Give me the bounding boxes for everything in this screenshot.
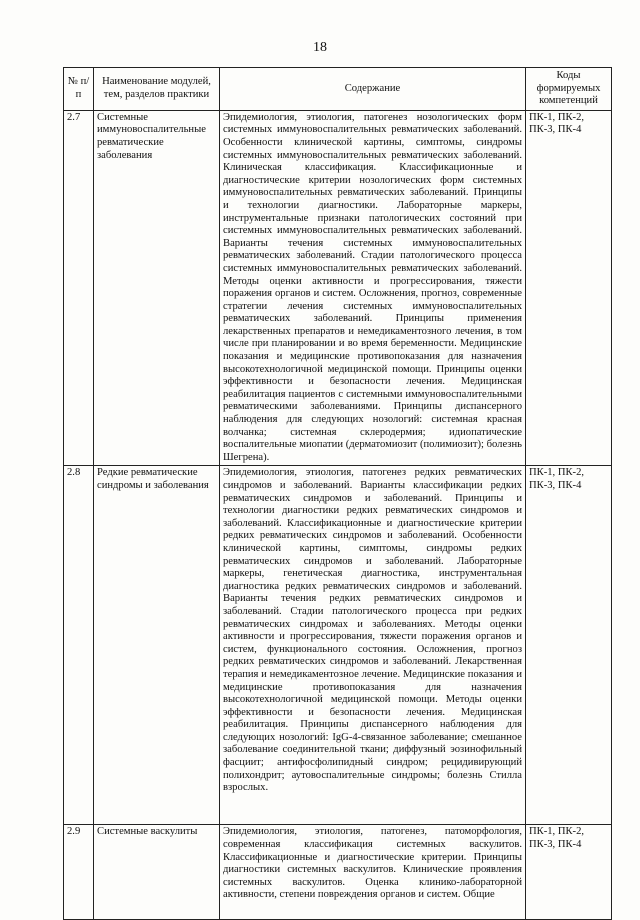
- competency-codes: ПК-1, ПК-2, ПК-3, ПК-4: [526, 110, 612, 466]
- page-number: 18: [313, 40, 327, 55]
- row-number: 2.7: [64, 110, 94, 466]
- header-competency-codes: Коды формируемых компетенций: [526, 68, 612, 111]
- header-module-name: Наименование модулей, тем, разделов практики: [94, 68, 220, 111]
- competency-codes: ПК-1, ПК-2, ПК-3, ПК-4: [526, 466, 612, 825]
- module-name: Системные васкулиты: [94, 825, 220, 920]
- curriculum-table: [63, 67, 612, 920]
- module-name: Системные иммуновоспалительные ревматические заболевания: [94, 110, 220, 466]
- competency-codes: ПК-1, ПК-2, ПК-3, ПК-4: [526, 825, 612, 920]
- header-number: № п/п: [64, 68, 94, 111]
- header-content: Содержание: [220, 68, 526, 111]
- module-name: Редкие ревматические синдромы и заболевания: [94, 466, 220, 825]
- row-number: 2.8: [64, 466, 94, 825]
- row-number: 2.9: [64, 825, 94, 920]
- table-row: [64, 110, 612, 466]
- table-row: [64, 466, 612, 825]
- table-row: [64, 825, 612, 920]
- module-content: Эпидемиология, этиология, патогенез редких ревматических синдромов и заболеваний. Варианты классификации редких ревматических синдромов и заболеваний. Принципы и технологии диагностики редких ревматических синдромов и заболеваний. Классификационные и диагностические критерии редких ревматических синдромов и заболеваний. Особенности клинической картины, симптомы, синдромы редких ревматических синдромов и заболеваний. Лабораторные маркеры, генетическая диагностика, инструментальная диагностика редких ревматических синдромов и заболеваний. Варианты течения редких ревматических синдромов и заболеваний. Стадии патологического процесса при редких ревматических синдромах и заболеваниях. Методы оценки активности и прогрессирования, тяжести поражения органов и систем, функционального состояния. Осложнения, прогноз редких ревматических синдромов и заболеваний. Лекарственная терапия и немедикаментозное лечение. Медицинские показания и медицинские противопоказания для назначения высокотехнологичной медицинской помощи. Методы оценки эффективности и безопасности лечения. Медицинская реабилитация. Принципы диспансерного наблюдения для следующих нозологий: IgG-4-связанное заболевание; смешанное заболевание соединительной ткани; диффузный эозинофильный фасциит; антифосфолипидный синдром; рецидивирующий полихондрит; аутовоспалительные синдромы; болезнь Стилла взрослых.: [220, 466, 526, 825]
- table-header-row: [64, 68, 612, 111]
- module-content: Эпидемиология, этиология, патогенез, патоморфология, современная классификация системных васкулитов. Классификационные и диагностические критерии. Принципы диагностики системных васкулитов. Клинические проявления системных васкулитов. Оценка клинико-лабораторной активности, степени повреждения органов и систем. Общие: [220, 825, 526, 920]
- module-content: Эпидемиология, этиология, патогенез нозологических форм системных иммуновоспалительных ревматических заболеваний. Особенности клинической картины, симптомы, синдромы системных иммуновоспалительных ревматических заболеваний. Клиническая классификация. Классификационные и диагностические критерии нозологических форм системных иммуновоспалительных ревматических заболеваний. Принципы и технологии диагностики. Лабораторные маркеры, инструментальные признаки патологических состояний при системных иммуновоспалительных ревматических заболеваний. Варианты течения системных иммуновоспалительных ревматических заболеваний. Стадии патологического процесса системных иммуновоспалительных ревматических заболеваний. Методы оценки активности и прогрессирования, тяжести поражения органов и систем. Осложнения, прогноз, современные стратегии лечения системных иммуновоспалительных ревматических заболеваний. Принципы применения лекарственных препаратов и немедикаментозного лечения, в том числе при планировании и во время беременности. Медицинские показания и медицинские противопоказания для назначения высокотехнологичной медицинской помощи. Принципы оценки эффективности и безопасности лечения. Медицинская реабилитация пациентов с системными иммуновоспалительными ревматическими заболеваниями. Принципы диспансерного наблюдения для следующих нозологий: системная красная волчанка; системная склеродермия; идиопатические воспалительные миопатии (дерматомиозит (полимиозит); болезнь Шегрена).: [220, 110, 526, 466]
